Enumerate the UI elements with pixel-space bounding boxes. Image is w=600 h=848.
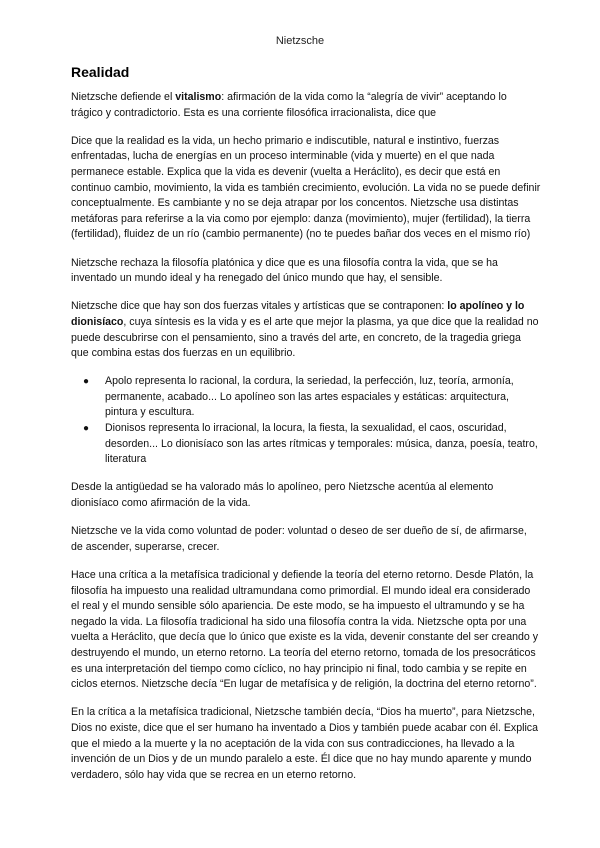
p1-text-a: Nietzsche defiende el [71, 91, 176, 103]
paragraph-antiguedad: Desde la antigüedad se ha valorado más lo apolíneo, pero Nietzsche acentúa al elemento dionisíaco como afirmación de la vida. [71, 481, 494, 510]
paragraph-filosofia-platonica: Nietzsche rechaza la filosofía platónica y dice que es una filosofía contra la vida, que se ha inventado un mundo ideal y ha renegado del único mundo que hay, el sensible. [71, 256, 498, 285]
bullet-list [71, 374, 541, 468]
paragraph-realidad-vida: Dice que la realidad es la vida, un hecho primario e indiscutible, natural e instintivo, fuerzas enfrentadas, lucha de energías en un proceso interminable (vida y muerte) en el que nada permanece estable. Explica que la vida es devenir (vuelta a Heráclito), es decir que está en continuo cambio, movimiento, la vida es también crecimiento, evolución. La vida no se puede definir conceptualmente. Es cambiante y no se deja atrapar por los concentos. Nietzsche usa distintas metáforas para referirse a la via como por ejemplo: danza (movimiento), mujer (fertilidad), la tierra (fertilidad), fluidez de un río (cambio permanente) (no te puedes bañar dos veces en el mismo río) [71, 134, 541, 241]
bullet-icon: ● [83, 423, 90, 435]
list-item-dionisos-text: Dionisos representa lo irracional, la locura, la fiesta, la sexualidad, el caos, oscuridad, desorden... Lo dionisíaco son las artes rítmicas y temporales: música, danza, poesía, teatro, literatura [105, 422, 538, 466]
list-item-apolo [83, 374, 541, 421]
paragraph-vitalismo [71, 90, 541, 121]
p4-text-a: Nietzsche dice que hay son dos fuerzas vitales y artísticas que se contraponen: [71, 300, 448, 313]
p4-bold-apolineo-dionisiaco: lo apolíneo y lo dionisíaco [71, 300, 525, 328]
p4-text-c: , cuya síntesis es la vida y es el arte que mejor la plasma, ya que dice que la realidad no puede descubrirse con el pensamiento, sino a través del arte, en concreto, de la tragedia griega que combina estas dos fuerzas en un equilibrio. [71, 315, 539, 360]
document-body [71, 90, 541, 796]
paragraph-voluntad-poder: Nietzsche ve la vida como voluntad de poder: voluntad o deseo de ser dueño de sí, de afirmarse, de ascender, superarse, crecer. [71, 525, 527, 553]
section-title: Realidad [71, 64, 130, 80]
paragraph-dios-ha-muerto: En la crítica a la metafísica tradicional, Nietzsche también decía, “Dios ha muerto”, para Nietzsche, Dios no existe, dice que el ser humano ha inventado a Dios y también puede acabar con él. Explica que el miedo a la muerte y la no aceptación de la vida con sus contradicciones, ha llevado a la invención de un Dios y de un mundo paralelo a este. Él dice que no hay mundo aparente y mundo verdadero, sólo hay vida que se recrea en un eterno retorno. [71, 706, 538, 781]
p1-text-c: : afirmación de la vida como la “alegría de vivir” aceptando lo trágico y contradictorio. Esta es una corriente filosófica irracionalista, dice que [71, 91, 507, 119]
bullet-icon: ● [83, 376, 90, 388]
p1-bold-vitalismo: vitalismo [175, 91, 222, 103]
paragraph-fuerzas-vitales [71, 299, 541, 361]
page-header: Nietzsche [275, 35, 325, 47]
paragraph-eterno-retorno: Hace una crítica a la metafísica tradicional y defiende la teoría del eterno retorno. Desde Platón, la filosofía ha impuesto una realidad ultramundana como primordial. El mundo ideal era considerado el real y el mundo sensible sólo apariencia. De este modo, se ha impuesto el ultramundo y se ha negado la vida. La filosofía tradicional ha sido una filosofía contra la vida. Nietzsche opta por una vuelta a Heráclito, que decía que lo único que existe es la vida, devenir constante del ser creando y destruyendo el mundo, un eterno retorno. La teoría del eterno retorno, tomada de los presocráticos es una interpretación del tiempo como cíclico, no hay principio ni final, todo cambia y se repite en ciclos eternos. Nietzsche decía “En lugar de metafísica y de religión, la doctrina del eterno retorno”. [71, 569, 538, 691]
list-item-dionisos [83, 421, 541, 468]
list-item-apolo-text: Apolo representa lo racional, la cordura, la seriedad, la perfección, luz, teoría, armonía, permanente, acabado... Lo apolíneo son las artes espaciales y estáticas: arquitectura, pintura y escultura. [105, 375, 514, 419]
